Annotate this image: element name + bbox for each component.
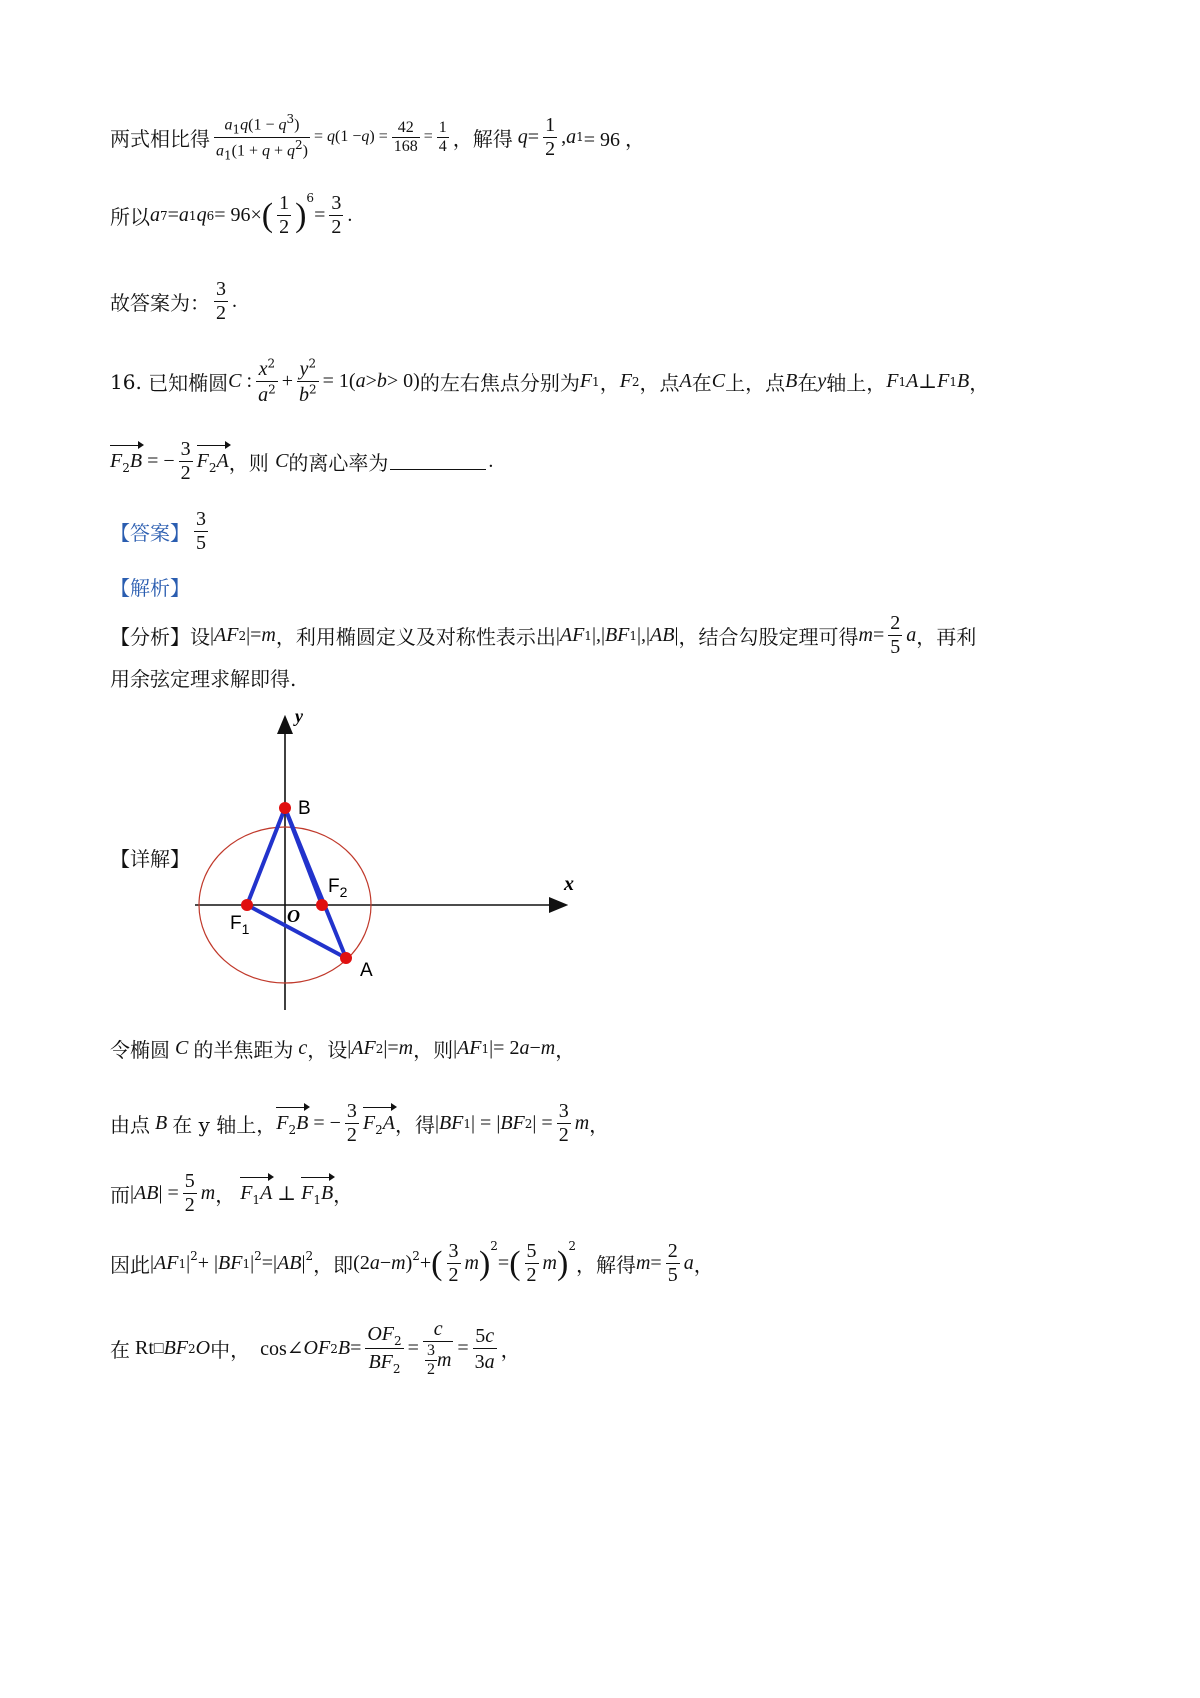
q16-t2: 的左右焦点分别为 bbox=[419, 371, 580, 395]
q16-t5: 上，点 bbox=[725, 371, 786, 395]
d1-t2: 的半焦距为 bbox=[193, 1038, 294, 1062]
label-f1: $F_1$ bbox=[230, 913, 250, 937]
detail-line1: 令椭圆 C 的半焦距为 c ，设 | AF 2 |= m ，则 | AF 1 |= 2 a − m ， bbox=[110, 1034, 575, 1063]
d1-t4: ，则 bbox=[413, 1038, 454, 1062]
fenxi-t3: ，结合勾股定理可得 bbox=[678, 625, 859, 649]
ellipse-figure bbox=[180, 700, 620, 1020]
fenxi-row2 bbox=[110, 663, 296, 692]
d1-t3: ，设 bbox=[307, 1038, 348, 1062]
label-y: y bbox=[295, 706, 303, 726]
q16-t7: 轴上， bbox=[826, 371, 887, 395]
question-number: 16. bbox=[110, 369, 142, 394]
fenxi-t1: 设 bbox=[190, 625, 210, 649]
detail-line3: 而 | AB | = $\frac{5}{2}$ m ， $F_1A$ ⊥ $F_1B$ ， bbox=[110, 1170, 354, 1216]
d1-t1: 令椭圆 bbox=[110, 1038, 170, 1062]
q16-t1: 已知椭圆 bbox=[148, 371, 229, 395]
fenxi-t4: ，再利 bbox=[916, 625, 977, 649]
d5-t1: 在 bbox=[110, 1338, 130, 1362]
answer-line-15: 故答案为： $\frac{3}{2}$ . bbox=[110, 278, 237, 324]
answer-tag: 【答案】 bbox=[110, 521, 190, 545]
ratio-fraction: $\frac{a_1q(1 - q^3)}{a_1(1 + q + q^2)}$ bbox=[216, 112, 308, 163]
ratio-line: 两式相比得 $\frac{a_1q(1 - q^3)}{a_1(1 + q + q^2)}$ = q (1 − q ) = $\frac{42}{168}$ = $\frac{1}{4}$ ，解得 q = $\frac{1}{2}$ , a 1 = 96 ， bbox=[110, 112, 645, 163]
q16-t4: 在 bbox=[691, 371, 712, 395]
ratio-prefix: 两式相比得 bbox=[110, 126, 210, 151]
fenxi-t5: 用余弦定理求解即得. bbox=[110, 667, 297, 691]
d4-t2: ，即 bbox=[313, 1253, 354, 1277]
analysis-tag: 【解析】 bbox=[110, 576, 190, 600]
d4-t3: ，解得 bbox=[575, 1253, 636, 1277]
a7-prefix: 所以 bbox=[110, 205, 150, 229]
detail-row bbox=[110, 843, 190, 872]
detail-line2: 由点 B 在 y 轴上， $F_2B$ = − $\frac{3}{2}$ $F_2A$ ，得 | BF 1 | = | BF 2 | = $\frac{3}{2}$ m ， bbox=[110, 1100, 610, 1146]
d5-t2: 中， bbox=[210, 1338, 251, 1362]
d3-t1: 而 bbox=[110, 1183, 130, 1207]
point-f1 bbox=[241, 899, 253, 911]
fenxi-row: 【分析】 设 | AF 2 |= m ，利用椭圆定义及对称性表示出 | AF 1 |,| BF 1 |,| AB | ，结合勾股定理可得 m = $\frac{2}{5}$ a ，再利 bbox=[110, 612, 977, 658]
d2-t3: ，得 bbox=[394, 1113, 435, 1137]
segment-bf2 bbox=[285, 808, 322, 905]
answer-prefix: 故答案为： bbox=[110, 291, 210, 315]
d2-t1: 由点 bbox=[110, 1113, 150, 1137]
point-a bbox=[340, 952, 352, 964]
answer-row: 【答案】 $\frac{3}{5}$ bbox=[110, 508, 206, 554]
label-a: A bbox=[360, 960, 373, 981]
detail-tag: 【详解】 bbox=[110, 847, 190, 871]
label-x: x bbox=[564, 873, 574, 895]
d2-t2: 在 y 轴上， bbox=[172, 1113, 277, 1137]
q16-t8: ，则 bbox=[228, 451, 269, 475]
answer-blank bbox=[390, 453, 486, 470]
label-b: B bbox=[298, 798, 311, 819]
analysis-row bbox=[110, 572, 190, 601]
label-f2: $F_2$ bbox=[328, 876, 348, 900]
point-b bbox=[279, 802, 291, 814]
question-16-line1: 16. 已知椭圆 C : $\frac{x^2}{a^2}$ + $\frac{y^2}{b^2}$ = 1( a > b > 0) 的左右焦点分别为 F 1 ， F 2 ，点 A 在 C 上，点 B 在 y 轴上， F 1 A ⊥ F 1 B ， bbox=[110, 356, 990, 406]
a7-line: 所以 a 7 = a 1 q 6 = 96× ( $\frac{1}{2}$ ) $^6$ = $\frac{3}{2}$ . bbox=[110, 190, 353, 238]
solve-label: ，解得 bbox=[452, 126, 513, 151]
q16-t9: 的离心率为 bbox=[288, 451, 389, 475]
d4-t1: 因此 bbox=[110, 1253, 150, 1277]
q16-t3: ，点 bbox=[639, 371, 680, 395]
detail-line5: 在 Rt □ BF 2 O 中， cos∠ OF 2 B = $\frac{OF_2}{BF_2}$ = c $\frac{3}{2}$ m = $\frac{5c}{3a}$ ， bbox=[110, 1318, 521, 1378]
fenxi-t2: ，利用椭圆定义及对称性表示出 bbox=[275, 625, 556, 649]
q16-t6: 在 bbox=[797, 371, 818, 395]
question-16-line2: $F_2B$ = − $\frac{3}{2}$ $F_2A$ ，则 C 的离心率为 . bbox=[110, 438, 494, 484]
fenxi-tag: 【分析】 bbox=[110, 625, 190, 649]
detail-line4: 因此 | AF 1 | $^2$ + | BF 1 | $^2$ =| AB | $^2$ ，即 (2 a − m ) $^2$ + ( $\frac{3}{2}$ m ) $^2$ = ( $\frac{5}{2}$ m ) $^2$ ，解得 m = $\frac{2}{5}$ a ， bbox=[110, 1238, 714, 1286]
point-f2 bbox=[316, 899, 328, 911]
label-o: O bbox=[287, 906, 300, 926]
